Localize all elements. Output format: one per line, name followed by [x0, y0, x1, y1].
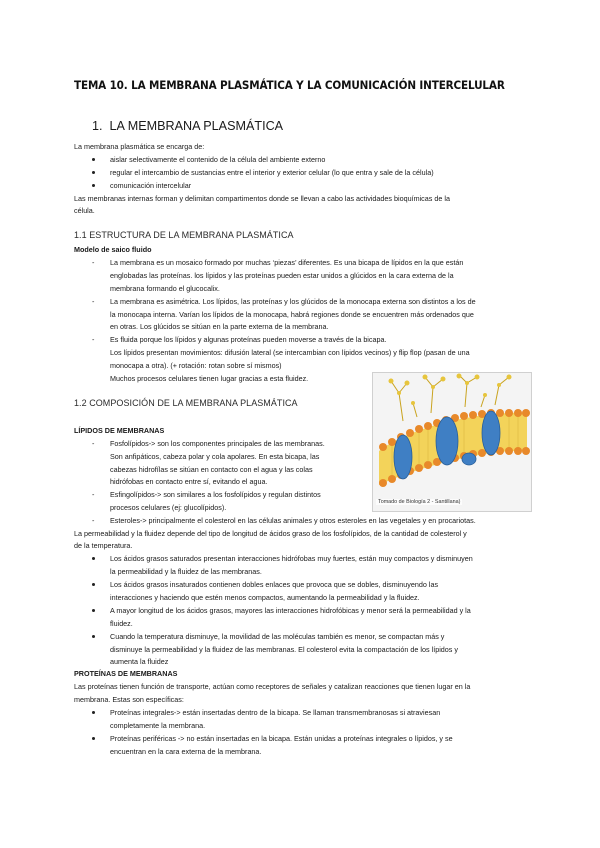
section-title: LA MEMBRANA PLASMÁTICA — [109, 119, 284, 133]
structure-item-line: La membrana es un mosaico formado por muchas ‘piezas’ diferentes. Es una bicapa de lípidos en la que están — [110, 258, 464, 267]
permeability-bullet: Los ácidos grasos insaturados contienen dobles enlaces que provoca que se dobles, disminuyendo las — [110, 580, 439, 589]
subsection-heading-1-2: 1.2 COMPOSICIÓN DE LA MEMBRANA PLASMÁTICA — [74, 398, 298, 408]
function-bullet: regular el intercambio de sustancias entre el interior y exterior celular (lo que entra y sale de la célula) — [110, 168, 434, 177]
membrane-illustration — [373, 373, 531, 511]
permeability-bullet-line: interacciones y haciendo que estén menos compactos, aumentando la permeabilidad y la fluidez. — [110, 593, 420, 602]
structure-item-line: monocapa a otra). (+ rotación: rotan sobre sí mismos) — [110, 361, 282, 370]
membrane-figure — [372, 372, 532, 512]
subsection-heading-1-1: 1.1 ESTRUCTURA DE LA MEMBRANA PLASMÁTICA — [74, 230, 294, 240]
permeability-bullet: A mayor longitud de los ácidos grasos, mayores las interacciones hidrofóbicas y menor será la permeabilidad y la — [110, 606, 471, 615]
dash-marker: - — [92, 490, 95, 499]
lipid-item-line: cabezas hidrofílas se sitúan en contacto con el agua y las colas — [110, 465, 313, 474]
lipid-item-line: hidrófobas en contacto entre sí, evitando el agua. — [110, 477, 268, 486]
section-number: 1. — [92, 119, 103, 133]
lipids-title: LÍPIDOS DE MEMBRANAS — [74, 426, 165, 435]
paragraph-line: Las membranas internas forman y delimitan compartimentos donde se llevan a cabo las actividades bioquímicas de la — [74, 194, 450, 203]
structure-item-line: La membrana es asimétrica. Los lípidos, las proteínas y los glúcidos de la monocapa externa son distintos a los de — [110, 297, 476, 306]
model-label: Modelo de saico fluido — [74, 245, 152, 254]
protein-bullet-line: completamente la membrana. — [110, 721, 206, 730]
permeability-bullet-line: disminuye la permeabilidad y la fluidez de las membranas. El colesterol evita la compactación de los lípidos y — [110, 645, 458, 654]
structure-item-line: la monocapa interna. Varían los lípidos de la monocapa, habrá regiones donde se encuentren más ordenados que — [110, 310, 474, 319]
section-heading-1 — [92, 119, 283, 133]
structure-item-line: Muchos procesos celulares tienen lugar gracias a esta fluidez. — [110, 374, 309, 383]
paragraph-line: célula. — [74, 206, 95, 215]
page-title: TEMA 10. LA MEMBRANA PLASMÁTICA Y LA COMUNICACIÓN INTERCELULAR — [74, 78, 505, 92]
structure-item-line: Es fluida porque los lípidos y algunas proteínas pueden moverse a través de la bicapa. — [110, 335, 387, 344]
dash-marker: - — [92, 335, 95, 344]
structure-item-line: englobadas las proteínas. los lípidos y las proteínas pueden estar unidos a glúcidos en la cara externa de la — [110, 271, 454, 280]
lipid-item-line: Esfingolípidos-> son similares a los fosfolípidos y regulan distintos — [110, 490, 321, 499]
lipid-item-line: Son anfipáticos, cabeza polar y cola apolares. En esta bicapa, las — [110, 452, 320, 461]
paragraph-line: membrana. Estas son específicas: — [74, 695, 184, 704]
paragraph-line: La permeabilidad y la fluidez depende del tipo de longitud de ácidos graso de los fosfolípidos, de la cantidad de colesterol y — [74, 529, 467, 538]
dash-marker: - — [92, 439, 95, 448]
lipid-item-line: Esteroles-> principalmente el colesterol en las células animales y otros esteroles en las vegetales y en procariotas. — [110, 516, 476, 525]
permeability-bullet: Los ácidos grasos saturados presentan interacciones hidrófobas muy fuertes, están muy compactos y disminuyen — [110, 554, 473, 563]
dash-marker: - — [92, 516, 95, 525]
lipid-item-line: procesos celulares (ej: glucolípidos). — [110, 503, 227, 512]
structure-item-line: membrana formando el glucocalix. — [110, 284, 220, 293]
protein-bullet-line: encuentran en la cara externa de la membrana. — [110, 747, 262, 756]
function-bullet: comunicación intercelular — [110, 181, 192, 190]
protein-bullet: Proteínas integrales-> están insertadas dentro de la bicapa. Se llaman transmembranosas si atraviesan — [110, 708, 441, 717]
structure-item-line: Los lípidos presentan movimientos: difusión lateral (se intercambian con lípidos vecinos) y flip flop (pasan de una — [110, 348, 470, 357]
permeability-bullet: Cuando la temperatura disminuye, la movilidad de las moléculas también es menor, se compactan más y — [110, 632, 445, 641]
paragraph-line: Las proteínas tienen función de transporte, actúan como receptores de señales y catalizan reacciones que tienen lugar en la — [74, 682, 471, 691]
figure-caption: Tomado de Biología 2 - Santillana) — [378, 499, 461, 505]
paragraph-line: de la temperatura. — [74, 541, 133, 550]
protein-bullet: Proteínas periféricas -> no están insertadas en la bicapa. Están unidas a proteínas integrales o lípidos, y se — [110, 734, 453, 743]
dash-marker: - — [92, 258, 95, 267]
permeability-bullet-line: la permeabilidad y la fluidez de las membranas. — [110, 567, 262, 576]
dash-marker: - — [92, 297, 95, 306]
permeability-bullet-line: fluidez. — [110, 619, 133, 628]
intro-text: La membrana plasmática se encarga de: — [74, 142, 205, 151]
structure-item-line: en otras. Los glúcidos se sitúan en la parte externa de la membrana. — [110, 322, 329, 331]
proteins-title: PROTEÍNAS DE MEMBRANAS — [74, 669, 178, 678]
lipid-item-line: Fosfolípidos-> son los componentes principales de las membranas. — [110, 439, 325, 448]
function-bullet: aislar selectivamente el contenido de la célula del ambiente externo — [110, 155, 326, 164]
permeability-bullet-line: aumenta la fluidez — [110, 657, 169, 666]
